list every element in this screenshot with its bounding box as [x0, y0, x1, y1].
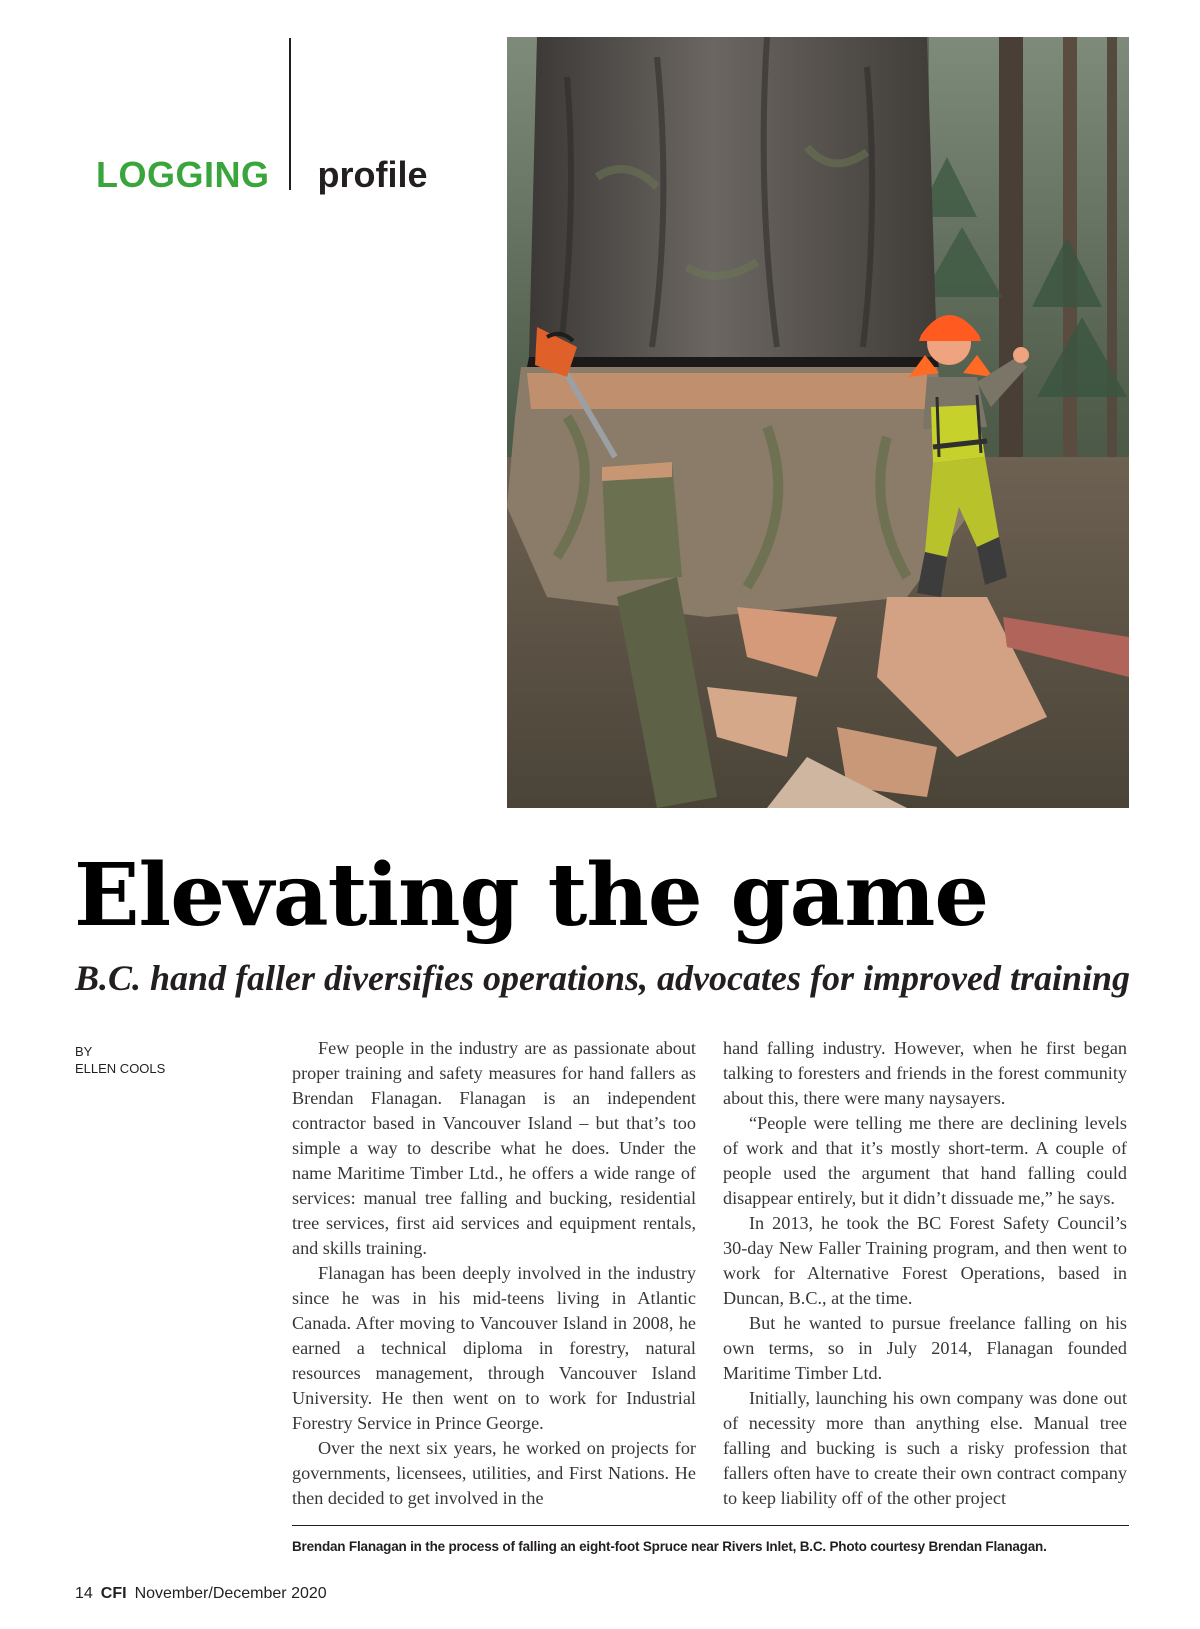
- paragraph: But he wanted to pursue freelance falling on his own terms, so in July 2014, Flanagan founded Maritime Timber Ltd.: [723, 1313, 1127, 1383]
- body-column-1: [292, 1036, 696, 1511]
- feature-photo: [507, 37, 1129, 808]
- section-category: LOGGING: [96, 154, 270, 195]
- body-column-2: [723, 1036, 1127, 1511]
- paragraph: Initially, launching his own company was done out of necessity more than anything else. Manual tree falling and bucking is such a risky profession that fallers often have to create their own contract company to keep liability off of the other project: [723, 1388, 1127, 1508]
- byline-prefix: BY: [75, 1044, 93, 1059]
- paragraph: In 2013, he took the BC Forest Safety Council’s 30-day New Faller Training program, and then went to work for Alternative Forest Operations, based in Duncan, B.C., at the time.: [723, 1213, 1127, 1308]
- paragraph: Few people in the industry are as passionate about proper training and safety measures for hand fallers as Brendan Flanagan. Flanagan is an independent contractor based in Vancouver Island – but that’s too simple a way to describe what he does. Under the name Maritime Timber Ltd., he offers a wide range of services: manual tree falling and bucking, residential tree services, first aid services and equipment rentals, and skills training.: [292, 1038, 696, 1258]
- section-type: profile: [317, 154, 428, 195]
- deck: B.C. hand faller diversifies operations, advocates for improved training: [75, 958, 1131, 998]
- byline-author: ELLEN COOLS: [75, 1061, 166, 1076]
- section-label: [96, 150, 428, 195]
- paragraph: Over the next six years, he worked on projects for governments, licensees, utilities, and First Nations. He then decided to get involved in the: [292, 1438, 696, 1508]
- section-divider: [289, 38, 291, 190]
- photo-caption: Brendan Flanagan in the process of falling an eight-foot Spruce near Rivers Inlet, B.C. Photo courtesy Brendan Flanagan.: [292, 1539, 1047, 1554]
- paragraph: hand falling industry. However, when he first began talking to foresters and friends in the forest community about this, there were many naysayers.: [723, 1038, 1127, 1108]
- caption-rule: [292, 1525, 1129, 1526]
- folio: [75, 1584, 327, 1604]
- issue-date: November/December 2020: [134, 1585, 327, 1602]
- byline: [75, 1043, 165, 1077]
- logger-photo-illustration: [507, 37, 1129, 808]
- paragraph: “People were telling me there are declining levels of work and that it’s mostly short-term. A couple of people used the argument that hand falling could disappear entirely, but it didn’t dissuade me,” he says.: [723, 1113, 1127, 1208]
- paragraph: Flanagan has been deeply involved in the industry since he was in his mid-teens living in Atlantic Canada. After moving to Vancouver Island in 2008, he earned a technical diploma in forestry, natural resources management, through Vancouver Island University. He then went on to work for Industrial Forestry Service in Prince George.: [292, 1263, 696, 1433]
- magazine-name: CFI: [100, 1585, 127, 1602]
- headline: Elevating the game: [74, 845, 989, 946]
- page-number: 14: [75, 1585, 93, 1602]
